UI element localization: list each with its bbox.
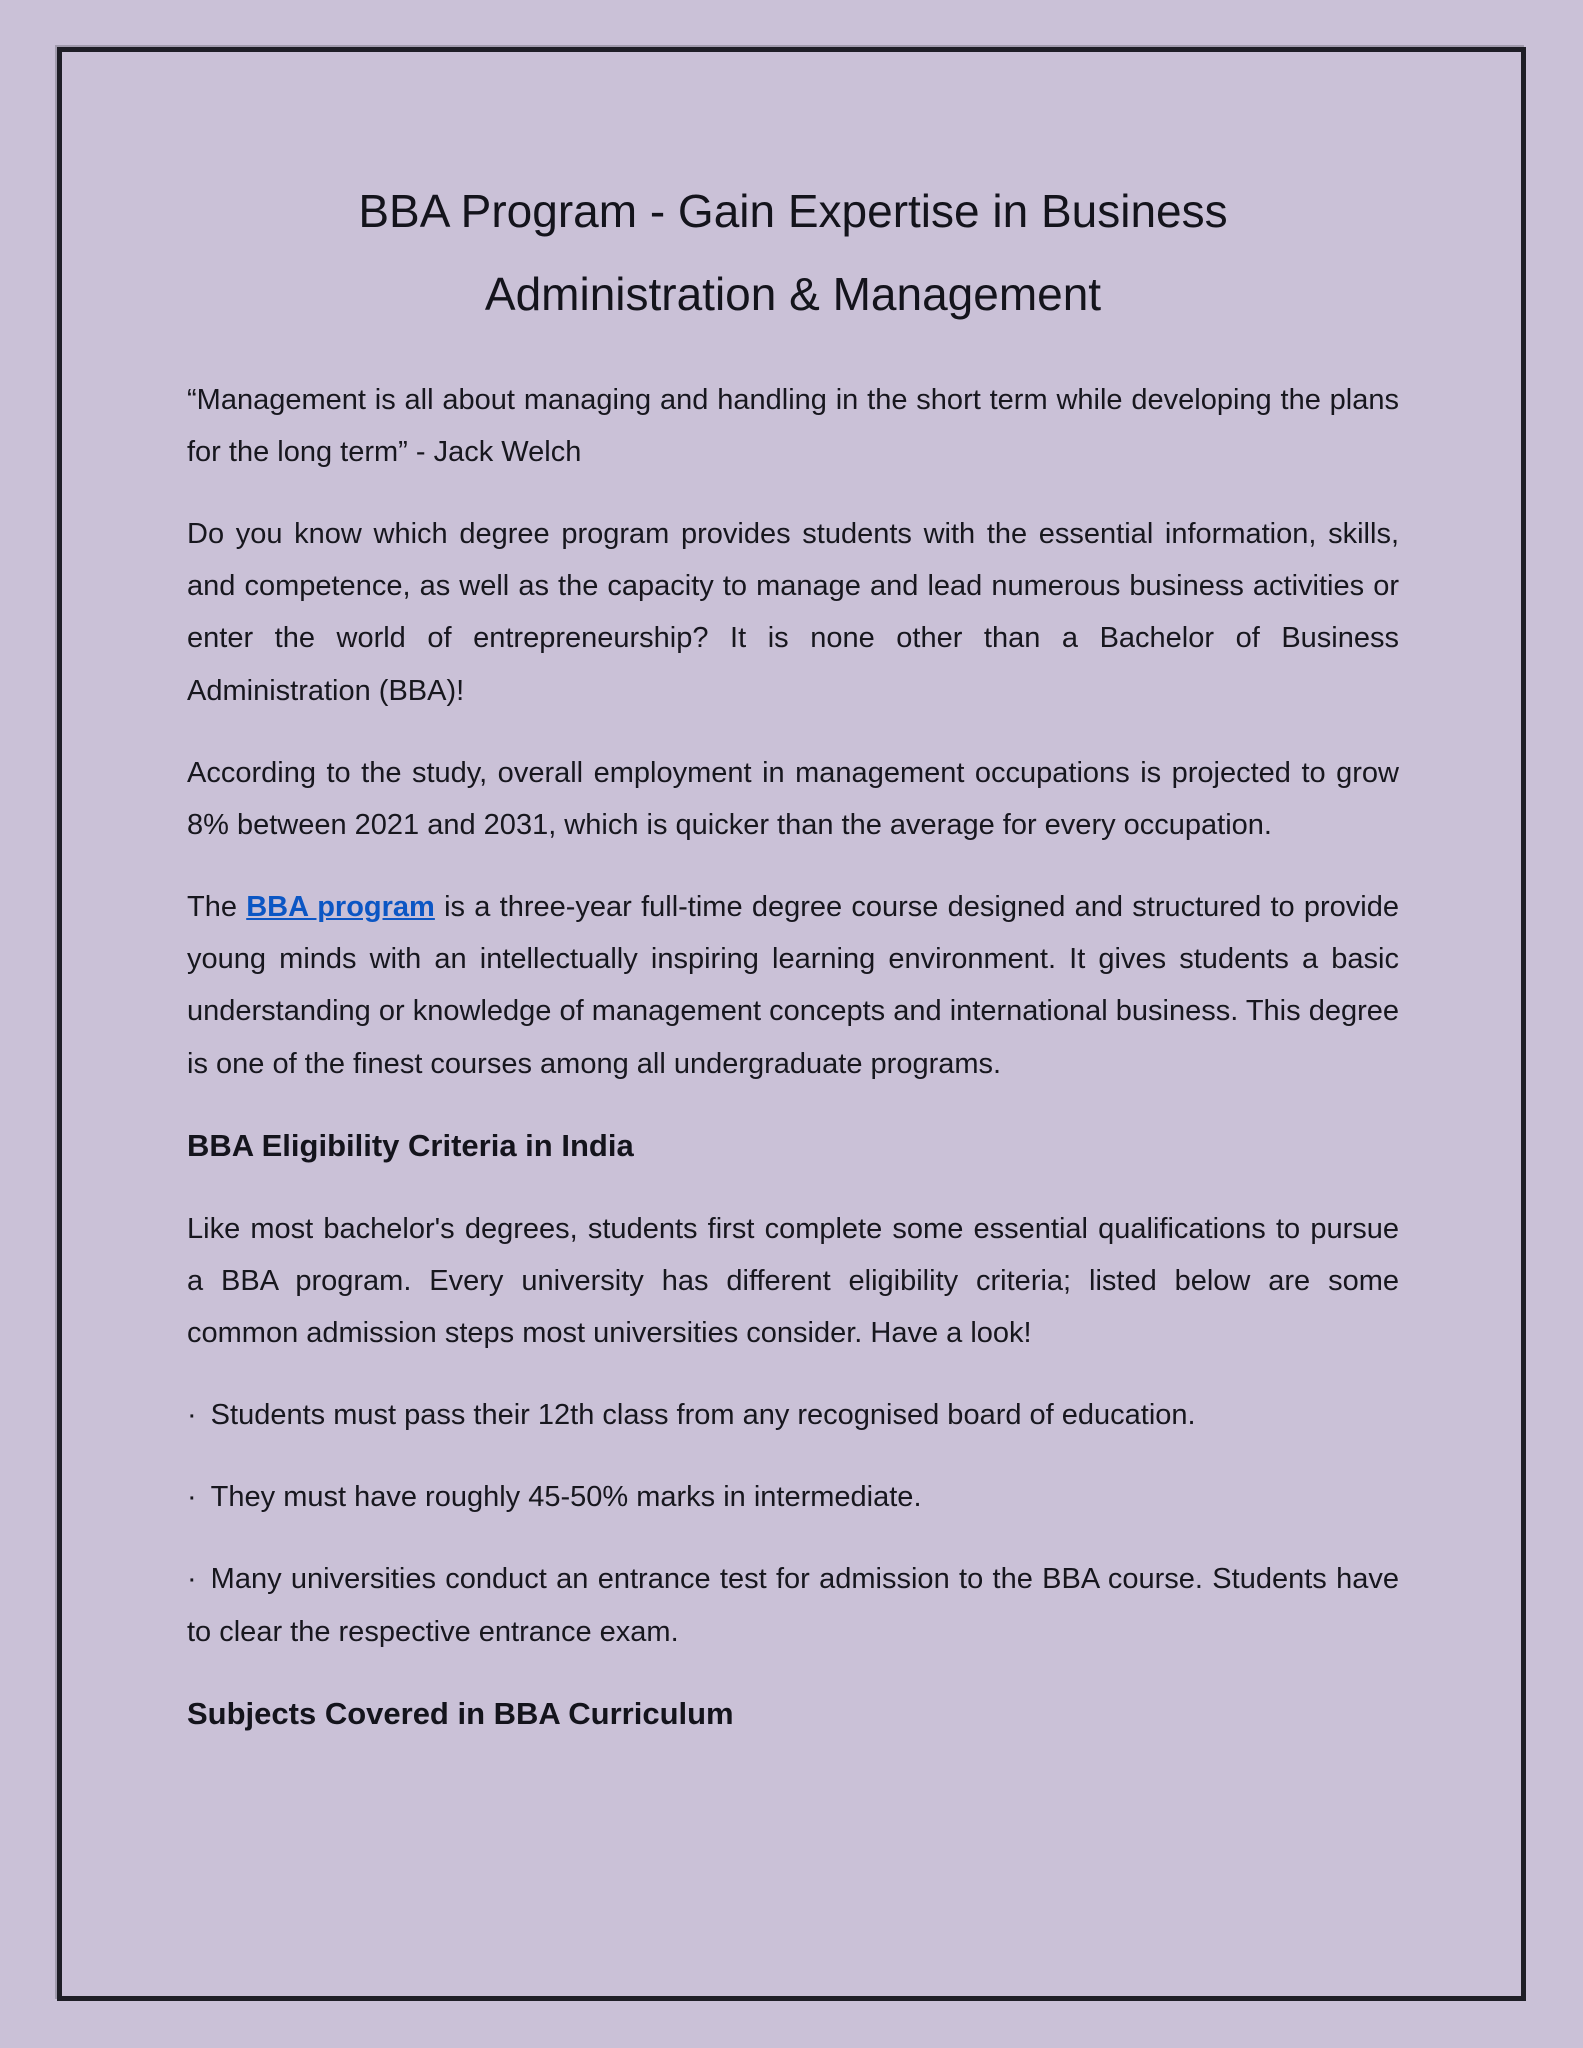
document-title [187, 170, 1399, 336]
paragraph-text: The [187, 891, 247, 924]
document-content [62, 52, 1521, 1741]
paragraph-study: According to the study, overall employment in management occupations is projected to grow 8% between 2021 and 2031, which is quicker than the average for every occupation. [187, 756, 1399, 841]
bullet-marker: · [187, 1481, 197, 1514]
bullet-marker: · [187, 1563, 197, 1596]
bullet-item-12th-class [187, 1389, 1399, 1441]
bullet-item-marks [187, 1471, 1399, 1523]
bba-program-link[interactable]: BBA program [246, 891, 435, 924]
bullet-text: They must have roughly 45-50% marks in intermediate. [210, 1481, 922, 1514]
bullet-text: Many universities conduct an entrance test for admission to the BBA course. Students have to clear the respective entrance exam. [187, 1563, 1399, 1648]
document-title-line: Administration & Management [484, 267, 1102, 320]
bullet-marker: · [187, 1399, 197, 1432]
paragraph-bba-program [187, 881, 1399, 1090]
paragraph-intro: Do you know which degree program provides students with the essential information, skills, and competence, as well as the capacity to manage and lead numerous business activities or enter the world of entrepreneurship? It is none other than a Bachelor of Business Administration (BBA)! [187, 517, 1399, 707]
page-border-frame [57, 47, 1526, 2001]
paragraph-eligibility: Like most bachelor's degrees, students first complete some essential qualifications to pursue a BBA program. Every university has different eligibility criteria; listed below are some common admission steps most universities consider. Have a look! [187, 1212, 1399, 1349]
document-title-line: BBA Program - Gain Expertise in Business [358, 185, 1228, 237]
quote-paragraph: “Management is all about managing and handling in the short term while developing the plans for the long term” - Jack Welch [187, 383, 1399, 468]
bullet-item-entrance-test [187, 1553, 1399, 1657]
section-heading-subjects: Subjects Covered in BBA Curriculum [187, 1695, 734, 1731]
section-heading-eligibility: BBA Eligibility Criteria in India [187, 1127, 634, 1163]
paragraph-text: is a three-year full-time degree course designed and structured to provide young minds with an intellectually inspiring learning environment. It gives students a basic understanding or knowledge of management concepts and international business. This degree is one of the finest courses among all undergraduate programs. [187, 891, 1399, 1080]
bullet-text: Students must pass their 12th class from any recognised board of education. [210, 1399, 1196, 1432]
